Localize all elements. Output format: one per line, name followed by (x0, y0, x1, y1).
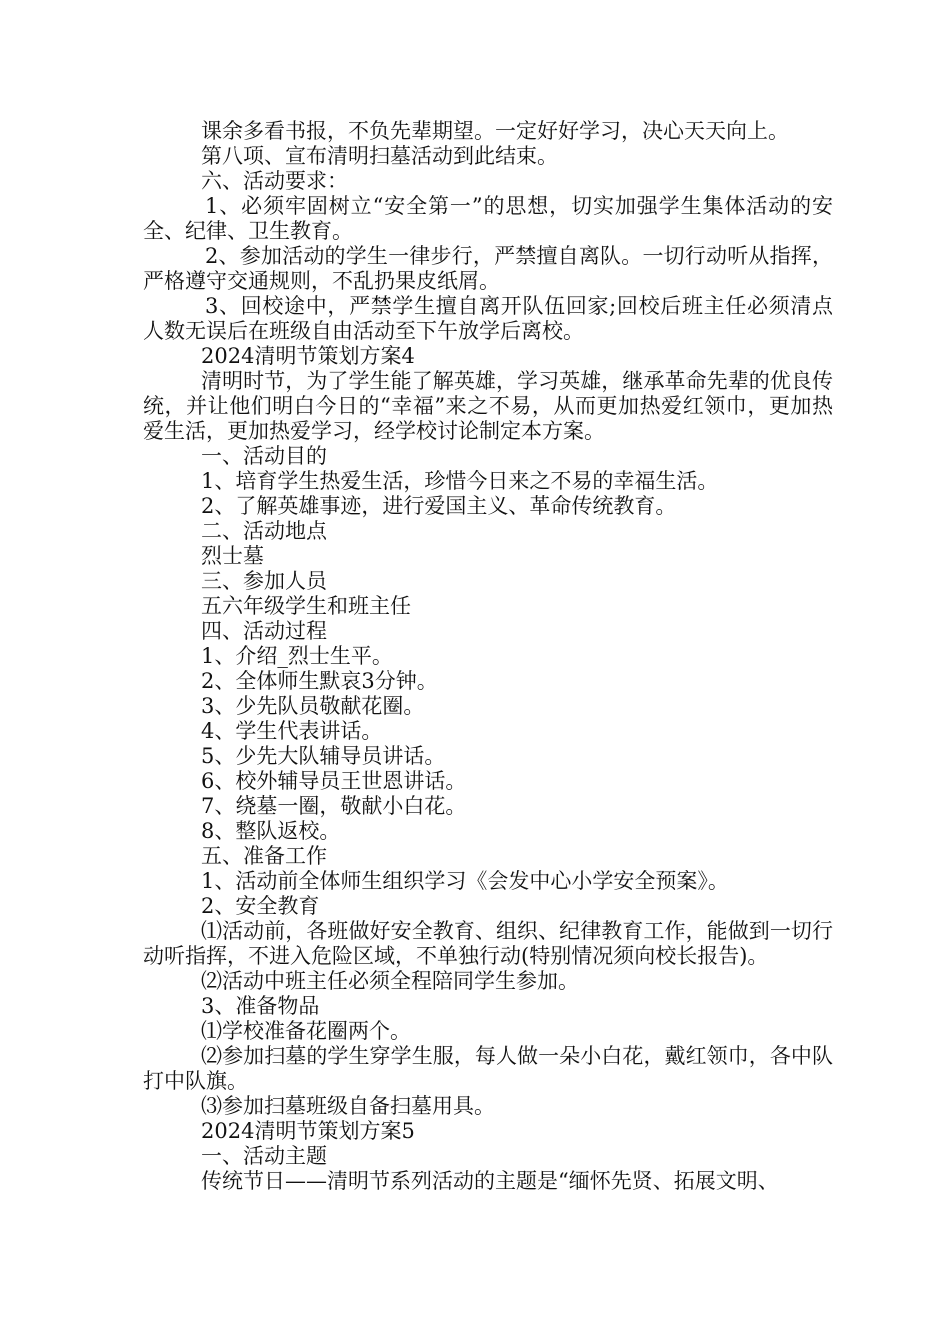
list-item: ⑵参加扫墓的学生穿学生服，每人做一朵小白花，戴红领巾，各中队打中队旗。 (143, 1044, 833, 1093)
list-item: 3、少先队员敬献花圈。 (201, 694, 425, 718)
section-heading: 三、参加人员 (201, 569, 327, 593)
section-heading: 四、活动过程 (201, 619, 327, 643)
list-item: 1、培育学生热爱生活，珍惜今日来之不易的幸福生活。 (201, 469, 719, 493)
section-heading: 二、活动地点 (201, 519, 327, 543)
list-item: 2、参加活动的学生一律步行，严禁擅自离队。一切行动听从指挥，严格遵守交通规则，不乱扔果皮纸屑。 (143, 244, 833, 293)
list-item: 5、少先大队辅导员讲话。 (201, 744, 446, 768)
document-body (143, 119, 833, 1194)
plan-title: 2024清明节策划方案4 (201, 344, 415, 368)
list-item: 1、活动前全体师生组织学习《会发中心小学安全预案》。 (201, 869, 729, 893)
paragraph: 传统节日——清明节系列活动的主题是“缅怀先贤、拓展文明、 (201, 1169, 779, 1193)
list-item: 2、了解英雄事迹，进行爱国主义、革命传统教育。 (201, 494, 677, 518)
list-item: 3、回校途中，严禁学生擅自离开队伍回家;回校后班主任必须清点人数无误后在班级自由活动至下午放学后离校。 (143, 294, 833, 343)
section-heading: 一、活动目的 (201, 444, 327, 468)
section-heading: 五、准备工作 (201, 844, 327, 868)
paragraph: 课余多看书报，不负先辈期望。一定好好学习，决心天天向上。 (201, 119, 789, 143)
list-item: ⑵活动中班主任必须全程陪同学生参加。 (201, 969, 579, 993)
list-item: ⑶参加扫墓班级自备扫墓用具。 (201, 1094, 495, 1118)
list-item: 6、校外辅导员王世恩讲话。 (201, 769, 467, 793)
list-item: 8、整队返校。 (201, 819, 341, 843)
list-item: 2、全体师生默哀3分钟。 (201, 669, 438, 693)
plan-title: 2024清明节策划方案5 (201, 1119, 415, 1143)
paragraph: 五六年级学生和班主任 (201, 594, 411, 618)
list-item: 3、准备物品 (201, 994, 320, 1018)
list-item: 1、介绍_烈士生平。 (201, 644, 393, 668)
paragraph: 烈士墓 (201, 544, 264, 568)
section-heading: 六、活动要求： (201, 169, 348, 193)
list-item: 4、学生代表讲话。 (201, 719, 383, 743)
list-item: ⑴学校准备花圈两个。 (201, 1019, 411, 1043)
list-item: 1、必须牢固树立“安全第一”的思想，切实加强学生集体活动的安全、纪律、卫生教育。 (143, 194, 833, 243)
list-item: 2、安全教育 (201, 894, 320, 918)
section-heading: 一、活动主题 (201, 1144, 327, 1168)
paragraph: 第八项、宣布清明扫墓活动到此结束。 (201, 144, 558, 168)
list-item: 7、绕墓一圈，敬献小白花。 (201, 794, 467, 818)
list-item: ⑴活动前，各班做好安全教育、组织、纪律教育工作，能做到一切行动听指挥，不进入危险区域，不单独行动(特别情况须向校长报告)。 (143, 919, 833, 968)
paragraph: 清明时节，为了学生能了解英雄，学习英雄，继承革命先辈的优良传统，并让他们明白今日的“幸福”来之不易，从而更加热爱红领巾，更加热爱生活，更加热爱学习，经学校讨论制定本方案。 (143, 369, 833, 443)
